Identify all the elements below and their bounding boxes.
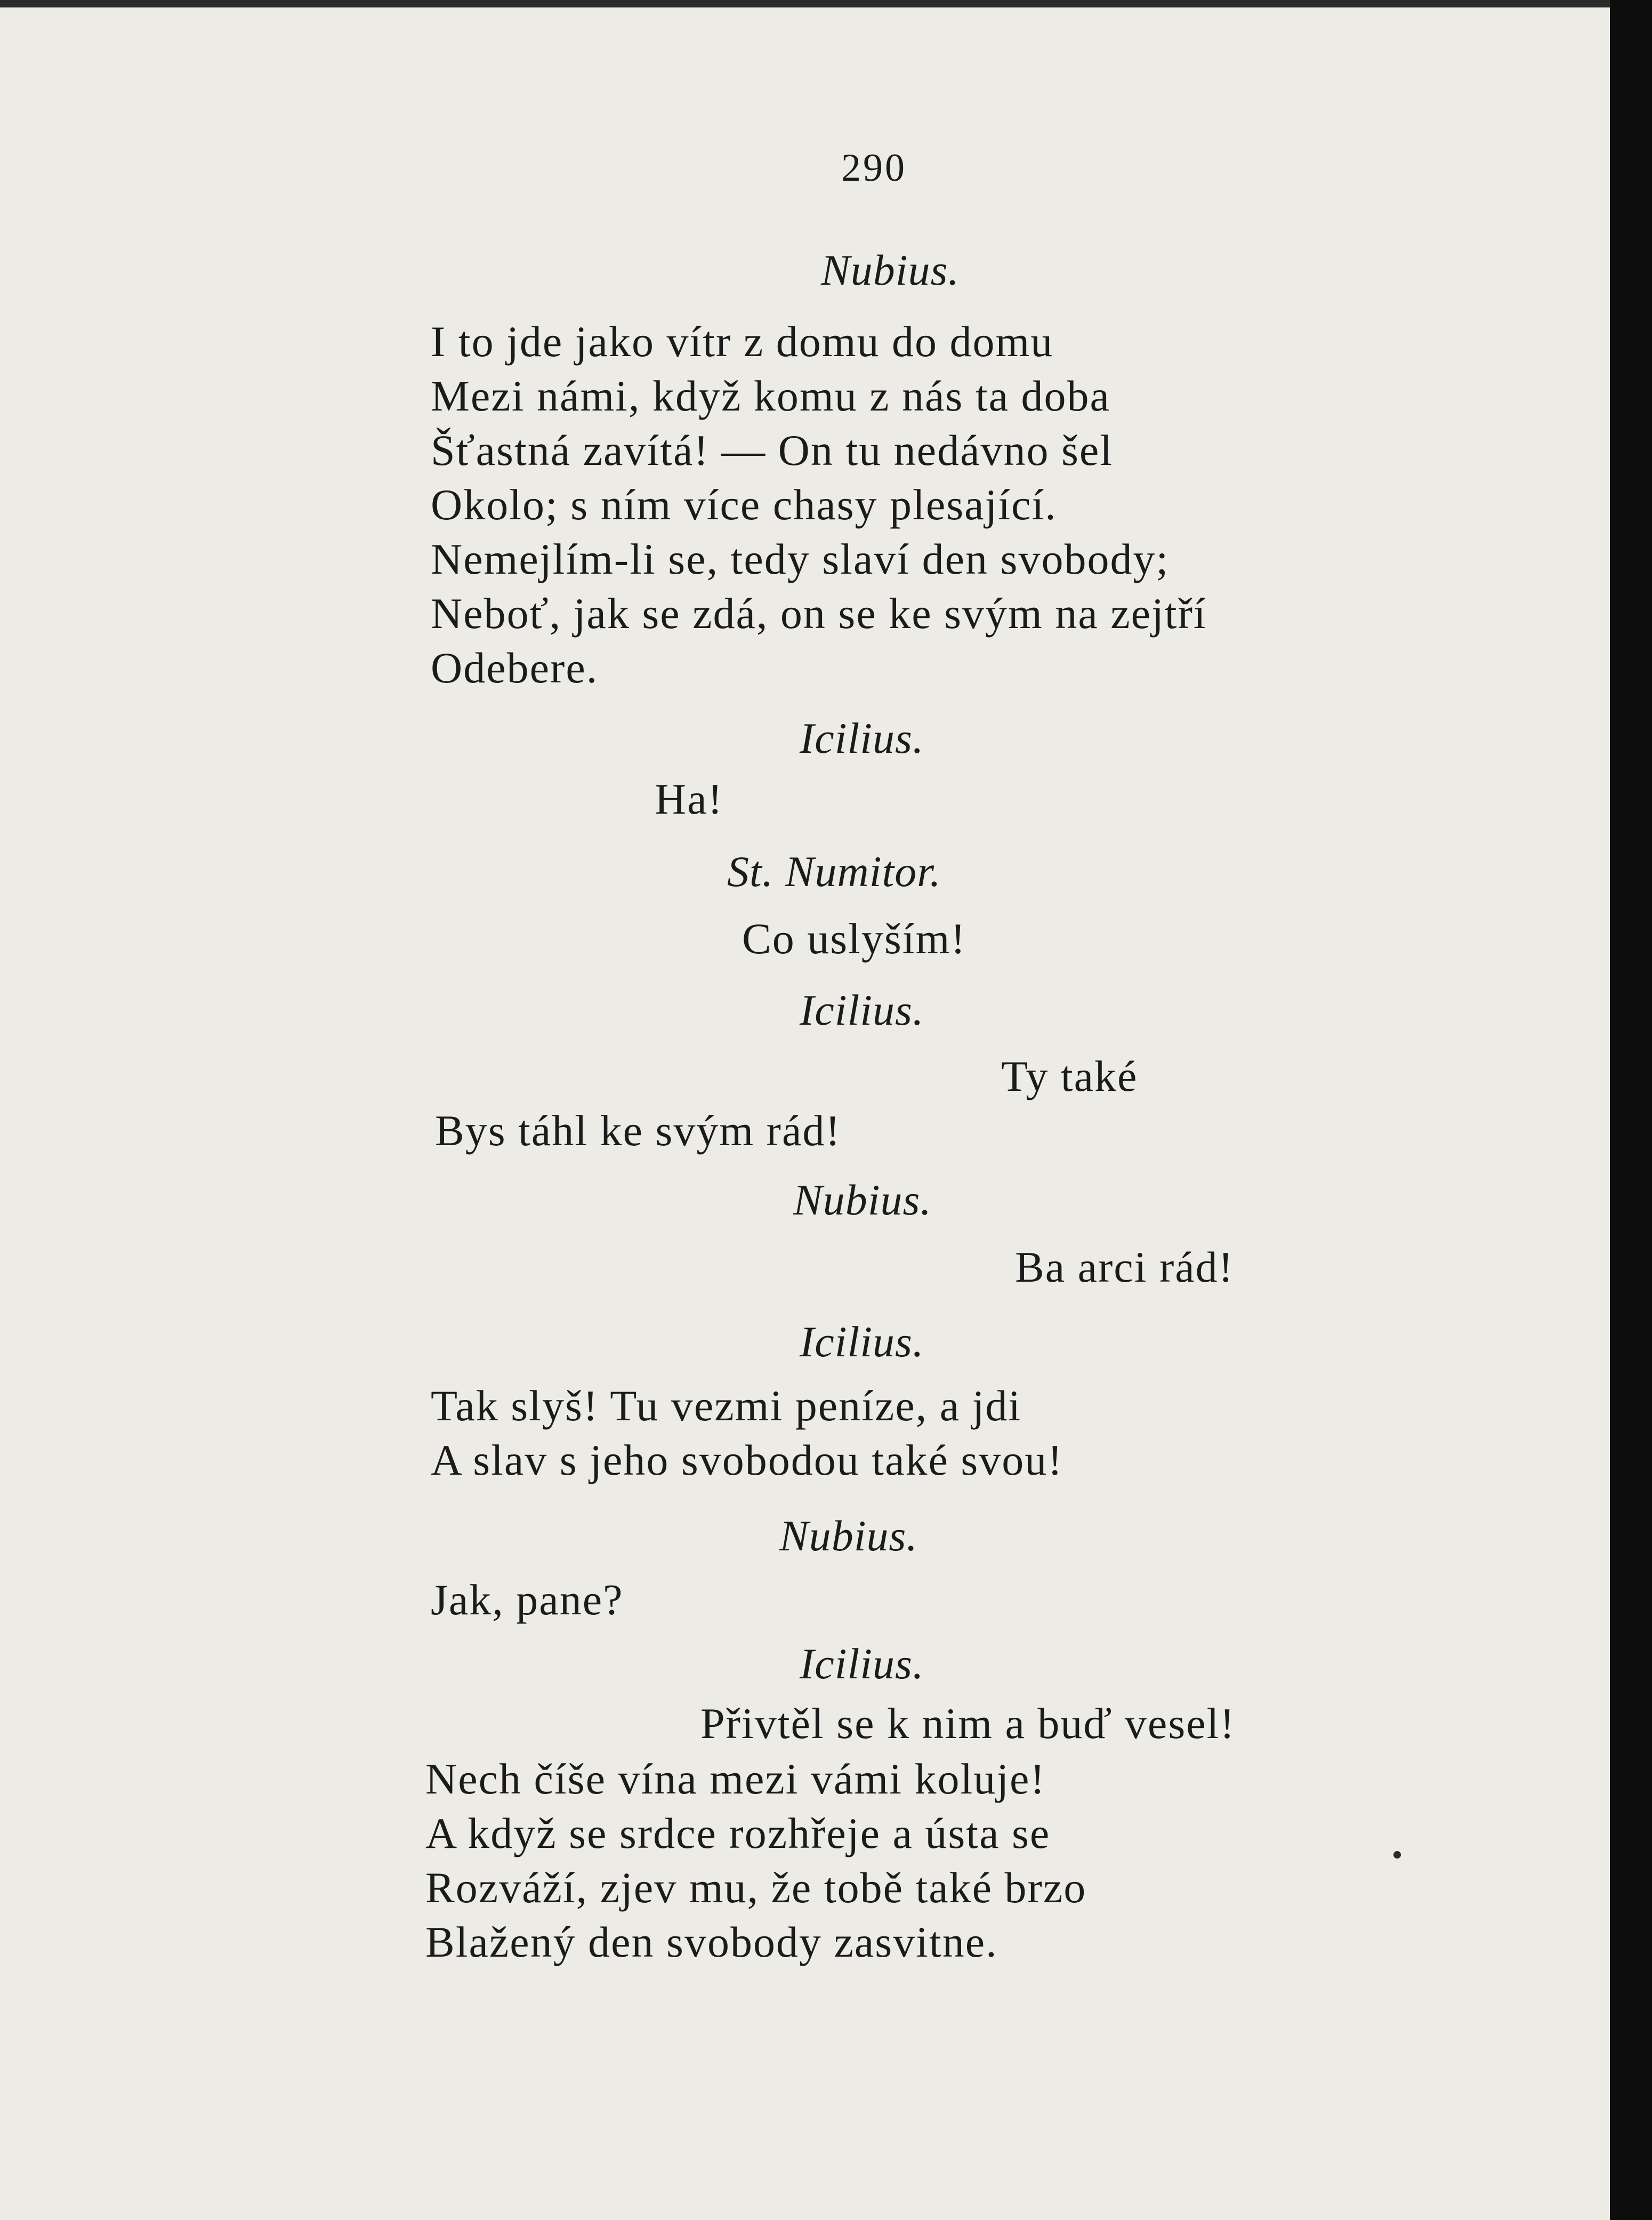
verse-line: A když se srdce rozhřeje a ústa se [425, 1809, 1051, 1857]
page-edge-shadow [1610, 0, 1652, 2220]
speaker-icilius-4: Icilius. [800, 1639, 924, 1688]
verse-line: Nech číše vína mezi vámi koluje! [425, 1755, 1046, 1803]
speaker-icilius-2: Icilius. [800, 986, 924, 1034]
page-number: 290 [841, 146, 907, 190]
verse-line: Bys táhl ke svým rád! [435, 1106, 841, 1155]
verse-line: Jak, pane? [431, 1575, 624, 1624]
verse-line: A slav s jeho svobodou také svou! [431, 1436, 1063, 1484]
verse-line: Co uslyším! [742, 914, 966, 963]
verse-line: Neboť, jak se zdá, on se ke svým na zejtří [431, 589, 1207, 638]
ink-speck [1393, 1851, 1401, 1859]
speaker-nubius-3: Nubius. [779, 1511, 918, 1560]
verse-line: Ha! [655, 775, 723, 823]
verse-line: Ty také [1001, 1052, 1138, 1100]
verse-line: Blažený den svobody zasvitne. [425, 1918, 998, 1966]
verse-line: Okolo; s ním více chasy plesající. [431, 480, 1057, 529]
verse-line: Ba arci rád! [1015, 1243, 1234, 1291]
verse-line: Mezi námi, když komu z nás ta doba [431, 372, 1110, 420]
verse-line: Rozváží, zjev mu, že tobě také brzo [425, 1863, 1087, 1912]
speaker-nubius-1: Nubius. [821, 246, 960, 294]
speaker-nubius-2: Nubius. [793, 1176, 932, 1224]
speaker-st-numitor: St. Numitor. [727, 847, 941, 896]
speaker-icilius-1: Icilius. [800, 714, 924, 762]
verse-line: I to jde jako vítr z domu do domu [431, 317, 1054, 366]
verse-line: Odebere. [431, 644, 599, 692]
verse-line: Šťastná zavítá! — On tu nedávno šel [431, 426, 1114, 474]
verse-line: Přivtěl se k nim a buď vesel! [700, 1699, 1236, 1748]
speaker-icilius-3: Icilius. [800, 1317, 924, 1366]
verse-line: Nemejlím-li se, tedy slaví den svobody; [431, 535, 1170, 583]
verse-line: Tak slyš! Tu vezmi peníze, a jdi [431, 1381, 1022, 1430]
